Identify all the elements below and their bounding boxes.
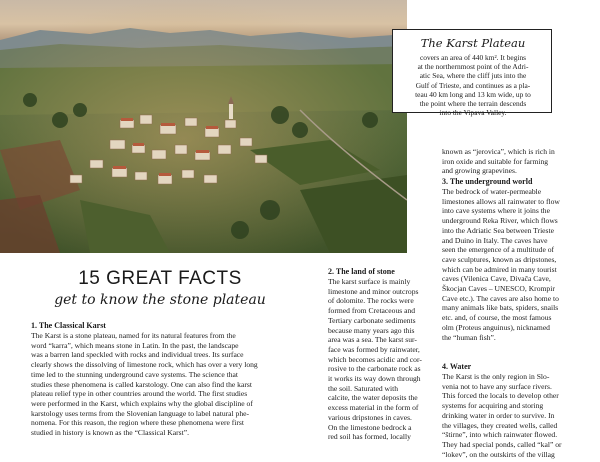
body-line: the soil. Saturated with <box>328 383 399 393</box>
info-box-line: atic Sea, where the cliff juts into the <box>419 71 527 81</box>
body-line: limestones allows all rainwater to flow <box>442 196 560 206</box>
section-heading: 1. The Classical Karst <box>31 321 106 330</box>
body-line: The bedrock of water-permeable <box>442 187 542 196</box>
body-line: Škocjan Caves – UNESCO, Krompir <box>442 284 555 294</box>
body-line: seen the emergence of a multitude of <box>442 245 555 255</box>
body-line: which becomes acidic and cor- <box>328 354 422 364</box>
body-line: which can be admired in many tourist <box>442 264 557 274</box>
body-line: On the limestone bedrock a <box>328 422 412 432</box>
info-box-title: The Karst Plateau <box>420 36 526 50</box>
section-classical-karst <box>31 321 321 438</box>
body-line: excess material in the form of <box>328 403 419 413</box>
info-box-line: into the Vipava Valley. <box>439 108 507 118</box>
body-line: They had special ponds, called “kal” or <box>442 439 562 449</box>
info-box-line: the point where the terrain descends <box>419 99 527 109</box>
headline-subtitle: get to know the stone plateau <box>54 292 266 308</box>
body-line: many animals like bats, spiders, snails <box>442 303 559 313</box>
body-line: plateau relief type in other countries around the world. The first studies <box>31 389 248 399</box>
village-landscape-illustration <box>0 0 407 253</box>
body-line: into the Adriatic Sea between Trieste <box>442 225 554 235</box>
body-line: it works its way down through <box>328 374 421 384</box>
body-line: formed from Cretaceous and <box>328 306 416 316</box>
section-heading: 3. The underground world <box>442 177 533 186</box>
info-box-line: at the northernmost point of the Adri- <box>417 62 529 72</box>
body-line: were performed in the Karst, which explains why the global discipline of <box>31 398 253 408</box>
body-line: “štirne”, into which rainwater flowed. <box>442 430 558 440</box>
body-line: karstology uses terms from the Slovenian language to label natural phe- <box>31 408 250 418</box>
body-line: word “karra”, which means stone in Latin. In the past, the landscape <box>31 340 239 350</box>
body-line: the villages, they created wells, called <box>442 420 558 430</box>
body-line: area was a sea. The karst sur- <box>328 335 417 345</box>
body-line: the “human fish”. <box>442 332 496 342</box>
body-line: Tertiary carbonate sediments <box>328 315 416 325</box>
body-line: because many years ago this <box>328 325 415 335</box>
body-line: This forced the locals to develop other <box>442 391 559 401</box>
body-line: drinking water in order to survive. In <box>442 410 555 420</box>
page-headline <box>40 268 280 308</box>
body-line: Cave etc.). The caves are also home to <box>442 293 559 303</box>
body-line: The karst surface is mainly <box>328 277 411 286</box>
body-line: The Karst is a stone plateau, named for its natural features from the <box>31 331 236 340</box>
body-line: various dripstones in caves. <box>328 412 412 422</box>
body-line: rosive to the carbonate rock as <box>328 364 421 374</box>
body-line: red soil has formed, locally <box>328 432 411 442</box>
info-box-line: teau 40 km long and 13 km wide, up to <box>415 89 531 99</box>
body-line: cave sculptures, known as dripstones, <box>442 254 557 264</box>
body-line: studied in history is known as the “Classical Karst”. <box>31 428 189 438</box>
body-line: of dolomite. The rocks were <box>328 296 414 306</box>
section-land-of-stone-continued <box>442 147 555 176</box>
body-line: “lokev”, on the outskirts of the villag <box>442 449 555 459</box>
body-line: calcite, the water deposits the <box>328 393 418 403</box>
body-line: venia not to have any surface rivers. <box>442 381 552 391</box>
body-line: nomena. For this reason, the region where these phenomena were first <box>31 418 244 428</box>
body-line: studies these phenomena is called karstology. One can also find the karst <box>31 379 252 389</box>
body-line: into cave systems where it joins the <box>442 206 550 216</box>
karst-plateau-info-box <box>392 29 552 118</box>
info-box-line: Gulf of Trieste, and continues as a pla- <box>415 80 531 90</box>
section-heading: 2. The land of stone <box>328 267 395 276</box>
body-line: underground Reka River, which flows <box>442 216 558 226</box>
body-line: was a barren land speckled with rocks and individual trees. Its surface <box>31 350 244 360</box>
body-line: systems for acquiring and storing <box>442 401 544 411</box>
body-line: olm (Proteus anguinus), nicknamed <box>442 322 550 332</box>
body-line: and Duino in Italy. The caves have <box>442 235 548 245</box>
body-line: limestone and minor outcrops <box>328 286 419 296</box>
section-heading: 4. Water <box>442 362 472 371</box>
body-line: clearly shows the dissolving of limestone rock, which has over a very long <box>31 360 258 370</box>
body-line: and growing grapevines. <box>442 166 517 176</box>
body-line: etc. and, of course, the most famous <box>442 313 552 323</box>
section-underground-world <box>442 177 560 342</box>
body-line: The Karst is the only region in Slo- <box>442 372 550 381</box>
body-line: face was formed by rainwater, <box>328 344 420 354</box>
body-line: known as “jerovica”, which is rich in <box>442 147 555 156</box>
body-line: caves (Vilenica Cave, Divača Cave, <box>442 274 551 284</box>
body-line: iron oxide and suitable for farming <box>442 156 549 166</box>
section-water <box>442 362 562 459</box>
body-line: time led to the stunning underground cave systems. The science that <box>31 369 239 379</box>
section-land-of-stone <box>328 267 446 442</box>
headline-main: 15 GREAT FACTS <box>78 268 242 289</box>
info-box-line: covers an area of 440 km². It begins <box>419 53 527 62</box>
aerial-village-photo <box>0 0 407 253</box>
